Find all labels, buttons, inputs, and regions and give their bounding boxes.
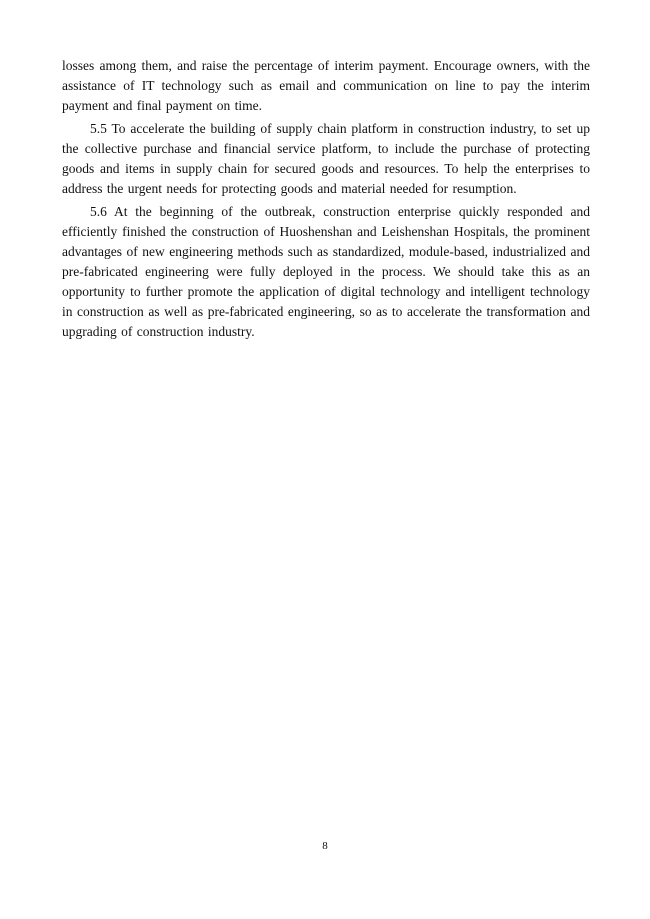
paragraph-section-5-6: 5.6 At the beginning of the outbreak, construction enterprise quickly responded and efficiently finished the construction of Huoshenshan and Leishenshan Hospitals, the prominent advantages of new engineering methods such as standardized, module-based, industrialized and pre-fabricated engineering were fully deployed in the process. We should take this as an opportunity to further promote the application of digital technology and intelligent technology in construction as well as pre-fabricated engineering, so as to accelerate the transformation and upgrading of construction industry. <box>62 204 590 339</box>
page-body-text <box>62 56 590 345</box>
paragraph-section-5-5: 5.5 To accelerate the building of supply chain platform in construction industry, to set up the collective purchase and financial service platform, to include the purchase of protecting goods and items in supply chain for secured goods and resources. To help the enterprises to address the urgent needs for protecting goods and material needed for resumption. <box>62 121 590 196</box>
page-number: 8 <box>322 840 328 852</box>
paragraph-continuation: losses among them, and raise the percentage of interim payment. Encourage owners, with the assistance of IT technology such as email and communication on line to pay the interim payment and final payment on time. <box>62 58 590 113</box>
